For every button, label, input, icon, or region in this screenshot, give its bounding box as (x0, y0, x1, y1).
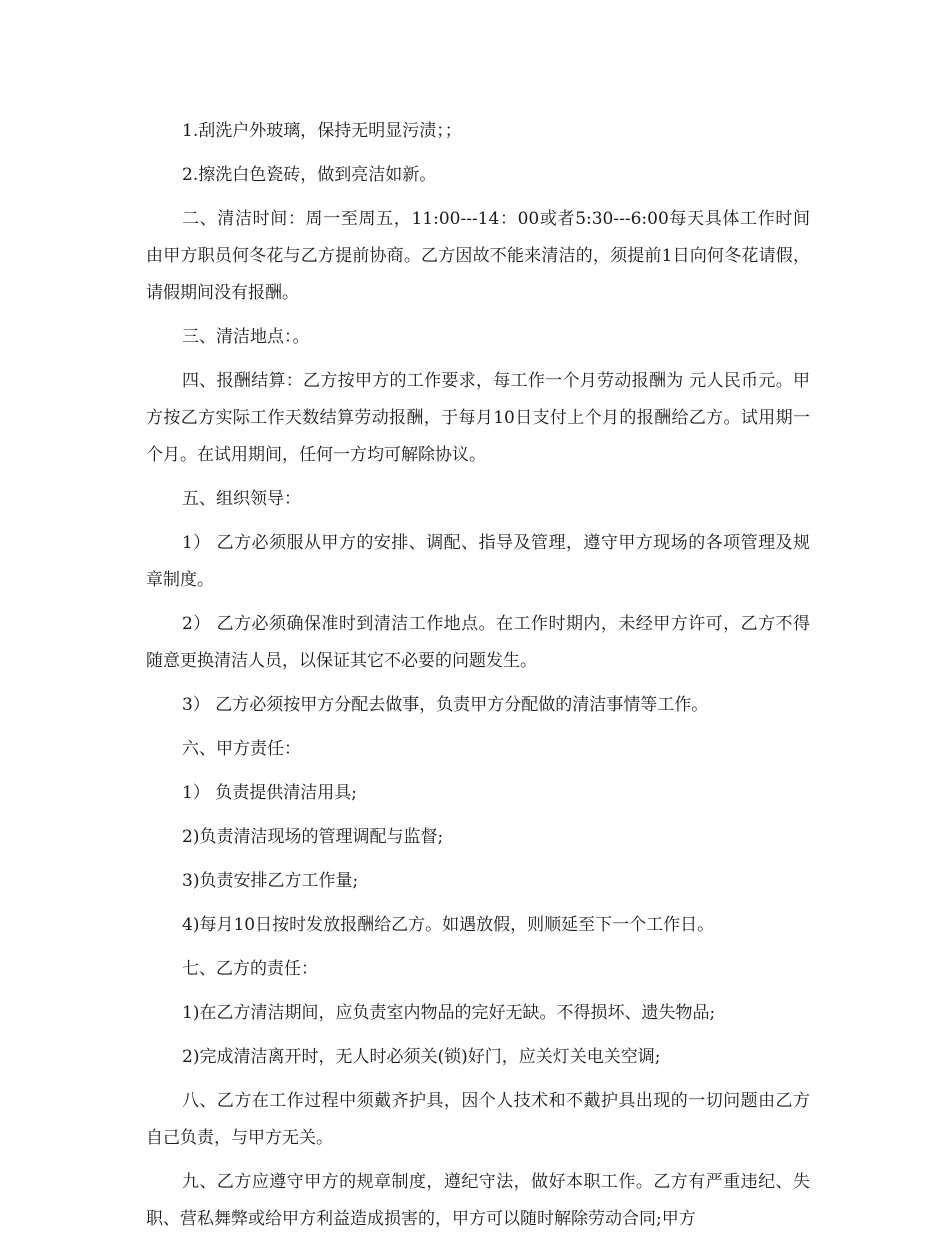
section-heading-party-b-duties: 七、乙方的责任： (182, 959, 318, 979)
paragraph-party-a-item-4: 4)每月10日按时发放报酬给乙方。如遇放假，则顺延至下一个工作日。 (182, 915, 715, 935)
paragraph-party-a-item-2: 2)负责清洁现场的管理调配与监督; (182, 827, 444, 847)
paragraph-party-b-item-1: 1)在乙方清洁期间，应负责室内物品的完好无缺。不得损坏、遗失物品; (182, 1003, 716, 1023)
paragraph-party-b-item-2: 2)完成清洁离开时，无人时必须关(锁)好门，应关灯关电关空调; (182, 1047, 661, 1067)
paragraph-item-1: 1.刮洗户外玻璃，保持无明显污渍；； (182, 121, 462, 141)
paragraph-item-2: 2.擦洗白色瓷砖，做到亮洁如新。 (182, 165, 437, 185)
paragraph-payment-settlement: 四、报酬结算：乙方按甲方的工作要求，每工作一个月劳动报酬为 元人民币元。甲方按乙方实际工作天数结算劳动报酬，于每月10日支付上个月的报酬给乙方。试用期一个月。在试用期间，任何一方均可解除协议。 (146, 371, 810, 465)
section-heading-organization: 五、组织领导： (182, 489, 301, 509)
document-body (146, 113, 810, 1245)
paragraph-cleaning-time: 二、清洁时间：周一至周五，11:00---14：00或者5:30---6:00每天具体工作时间由甲方职员何冬花与乙方提前协商。乙方因故不能来清洁的，须提前1日向何冬花请假，请假期间没有报酬。 (146, 209, 810, 303)
paragraph-protective-gear: 八、乙方在工作过程中须戴齐护具，因个人技术和不戴护具出现的一切问题由乙方自己负责，与甲方无关。 (146, 1091, 810, 1148)
paragraph-rules-compliance: 九、乙方应遵守甲方的规章制度，遵纪守法，做好本职工作。乙方有严重违纪、失职、营私舞弊或给甲方利益造成损害的，甲方可以随时解除劳动合同;甲方 (146, 1172, 810, 1229)
paragraph-party-a-item-3: 3)负责安排乙方工作量; (182, 871, 359, 891)
paragraph-party-a-item-1: 1） 负责提供清洁用具; (182, 783, 357, 803)
section-heading-party-a-duties: 六、甲方责任： (182, 739, 301, 759)
paragraph-org-item-2: 2） 乙方必须确保准时到清洁工作地点。在工作时期内，未经甲方许可，乙方不得随意更换清洁人员，以保证其它不必要的问题发生。 (146, 614, 810, 671)
paragraph-cleaning-location: 三、清洁地点：。 (182, 327, 310, 347)
paragraph-org-item-3: 3） 乙方必须按甲方分配去做事，负责甲方分配做的清洁事情等工作。 (182, 695, 709, 715)
paragraph-org-item-1: 1） 乙方必须服从甲方的安排、调配、指导及管理，遵守甲方现场的各项管理及规章制度。 (146, 533, 810, 590)
